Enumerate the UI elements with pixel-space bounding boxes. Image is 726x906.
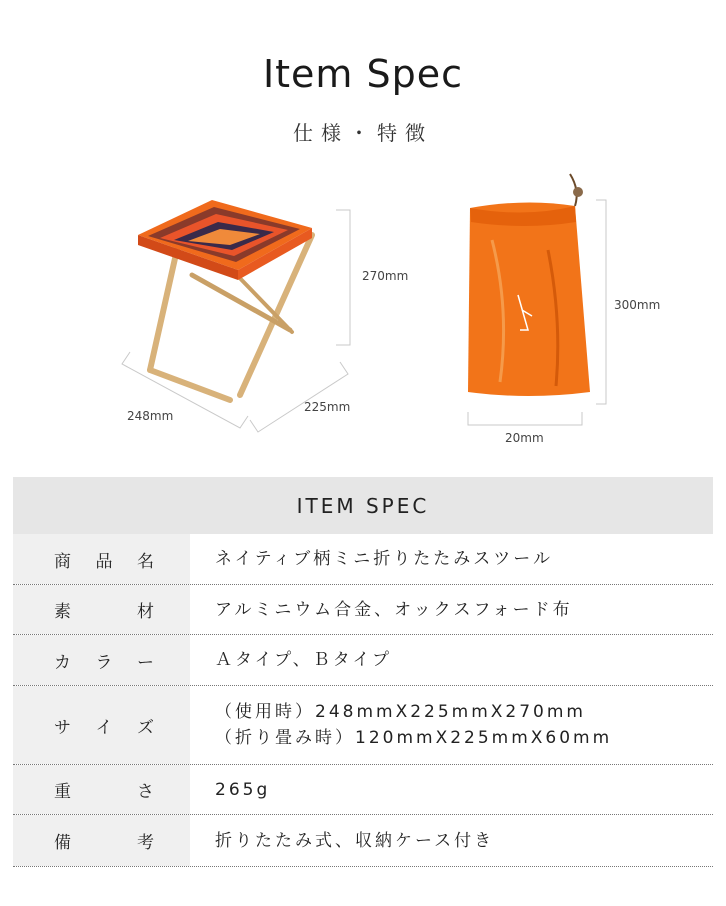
- spec-row-material: [13, 585, 713, 635]
- stool-illustration: [138, 200, 312, 400]
- stool-height-label: 270mm: [362, 269, 409, 283]
- spec-row-size: [13, 686, 713, 765]
- spec-row-weight: [13, 765, 713, 815]
- spec-table: [13, 534, 713, 867]
- stool-depth-label: 225mm: [304, 400, 351, 414]
- spec-value: Ａタイプ、Ｂタイプ: [215, 650, 392, 670]
- spec-heading: ITEM SPEC: [13, 477, 713, 534]
- spec-value: 265g: [215, 779, 271, 800]
- spec-value: アルミニウム合金、オックスフォード布: [215, 599, 573, 620]
- spec-row-notes: [13, 815, 713, 867]
- spec-key: 商 品 名: [13, 534, 190, 584]
- stool-width-label: 248mm: [127, 409, 174, 423]
- spec-key: カ ラ ー: [13, 635, 190, 685]
- spec-row-product-name: [13, 534, 713, 585]
- spec-value: （使用時）248mmX225mmX270mm （折り畳み時）120mmX225mmX60mm: [215, 702, 613, 748]
- spec-value: 折りたたみ式、収納ケース付き: [215, 830, 495, 851]
- bag-height-label: 300mm: [614, 298, 661, 312]
- page-subtitle: 仕様・特徴: [293, 121, 433, 145]
- spec-value: ネイティブ柄ミニ折りたたみスツール: [215, 549, 553, 569]
- page-title: Item Spec: [262, 52, 464, 96]
- spec-key: 重 さ: [13, 765, 190, 814]
- spec-key: サ イ ズ: [13, 686, 190, 764]
- product-visual: [0, 160, 726, 460]
- spec-key: 備 考: [13, 815, 190, 866]
- spec-row-color: [13, 635, 713, 686]
- bag-width-label: 20mm: [505, 431, 544, 445]
- bag-illustration: [468, 174, 590, 396]
- spec-key: 素 材: [13, 585, 190, 634]
